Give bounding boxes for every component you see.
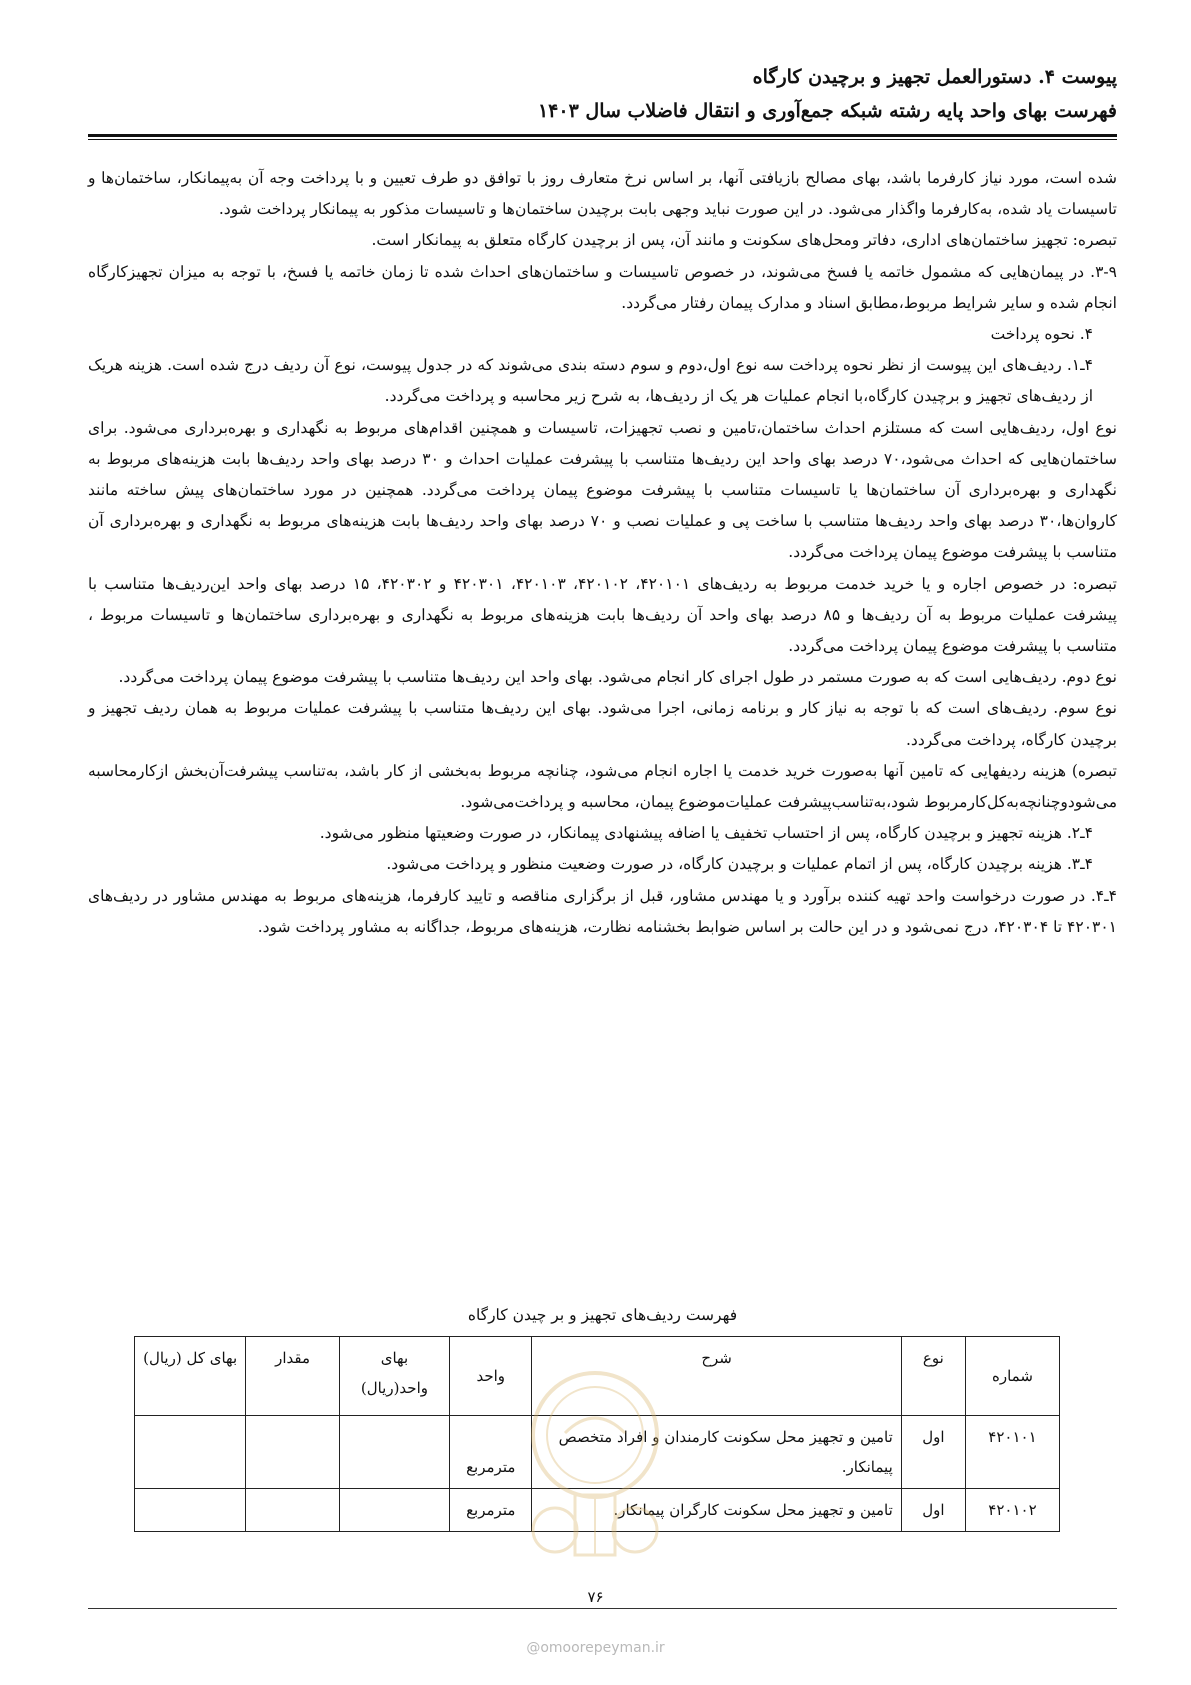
paragraph-note-rent: تبصره: در خصوص اجاره و یا خرید خدمت مربوط به ردیف‌های ۴۲۰۱۰۱، ۴۲۰۱۰۲، ۴۲۰۱۰۳، ۴۲۰۳۰۱ و ۴۲۰۳۰۲، ۱۵ درصد بهای واحد این‌ردیف‌ها متناسب با پیشرفت عملیات مربوط به آن ردیف‌ها و ۸۵ درصد بهای واحد آن ردیف‌ها بابت هزینه‌های مربوط به نگهداری و بهره‌برداری ساختمان‌ها و تاسیسات مربوط ، متناسب با پیشرفت موضوع پیمان پرداخت می‌گردد. (88, 574, 1117, 656)
paragraph-type-two: نوع دوم. ردیف‌هایی است که به صورت مستمر در طول اجرای کار انجام می‌شود. بهای واحد این ردیف‌ها متناسب با پیشرفت موضوع پیمان پرداخت می‌گردد. (118, 668, 1117, 687)
cell-type: اول (901, 1416, 965, 1489)
page-header (88, 60, 1117, 128)
header-number: شماره (965, 1337, 1059, 1416)
cell-unit-price (339, 1489, 449, 1532)
paragraph-4-2: ۴ـ۲. هزینه تجهیز و برچیدن کارگاه، پس از احتساب تخفیف یا اضافه پیشنهادی پیمانکار، در صورت وضعیتها منظور می‌شود. (319, 824, 1093, 843)
header-unit-price: بهای واحد(ریال) (339, 1337, 449, 1416)
paragraph-3-9: ۳-۹. در پیمان‌هایی که مشمول خاتمه یا فسخ می‌شوند، در خصوص تاسیسات و ساختمان‌های احداث شده تا زمان خاتمه یا فسخ، با توجه به میزان تجهیزکارگاه انجام شده و سایر شرایط مربوط،مطابق اسناد و مدارک پیمان رفتار می‌گردد. (88, 262, 1117, 312)
website-watermark: @omoorepeyman.ir (526, 1640, 665, 1656)
cell-unit: مترمربع (450, 1489, 532, 1532)
cell-unit-price (339, 1416, 449, 1489)
paragraph-note-service: تبصره) هزینه ردیفهایی که تامین آنها به‌صورت خرید خدمت یا اجاره انجام می‌شود، چنانچه مربوط به‌بخشی از کار باشد، به‌تناسب پیشرفت‌آن‌بخش ازکارمحاسبه می‌شودوچنانچه‌به‌کل‌کارمربوط شود،به‌تناسب‌پیشرفت عملیات‌موضوع پیمان، محاسبه و پرداخت‌می‌شود. (88, 761, 1117, 812)
header-subtitle: فهرست بهای واحد پایه رشته شبکه جمع‌آوری و انتقال فاضلاب سال ۱۴۰۳ (537, 100, 1117, 122)
cell-type: اول (901, 1489, 965, 1532)
cell-number: ۴۲۰۱۰۱ (965, 1416, 1059, 1489)
section-heading-payment: ۴. نحوه پرداخت (990, 325, 1093, 344)
cell-quantity (246, 1416, 340, 1489)
paragraph: شده است، مورد نیاز کارفرما باشد، بهای مصالح بازیافتی آنها، بر اساس نرخ متعارف روز با توافق دو طرف تعیین و با پرداخت وجه آن به‌پیمانکار، ساختمان‌ها و تاسیسات یاد شده، به‌کارفرما واگذار می‌شود. در این صورت نباید وجهی بابت برچیدن ساختمان‌ها و تاسیسات مذکور به پیمانکار پرداخت شود. (88, 169, 1117, 219)
paragraph-4-3: ۴ـ۳. هزینه برچیدن کارگاه، پس از اتمام عملیات و برچیدن کارگاه، در صورت وضعیت منظور و پرداخت می‌شود. (386, 855, 1093, 874)
page-number (0, 1588, 1191, 1606)
cell-total-price (135, 1416, 246, 1489)
cell-unit: مترمربع (450, 1416, 532, 1489)
cell-description: تامین و تجهیز محل سکونت کارمندان و افراد متخصص پیمانکار. (532, 1416, 901, 1489)
page-number-text: ۷۶ (577, 1588, 613, 1606)
header-description: شرح (532, 1337, 901, 1416)
header-rule-thick (88, 134, 1117, 137)
cell-description: تامین و تجهیز محل سکونت کارگران پیمانکار. (532, 1489, 901, 1532)
header-title: پیوست ۴. دستورالعمل تجهیز و برچیدن کارگاه (752, 66, 1117, 88)
paragraph-4-4: ۴ـ۴. در صورت درخواست واحد تهیه کننده برآورد و یا مهندس مشاور، قبل از برگزاری مناقصه و تایید کارفرما، هزینه‌های مربوط به مهندس مشاور در ردیف‌های ۴۲۰۳۰۱ تا ۴۲۰۳۰۴، درج نمی‌شود و در این حالت بر اساس ضوابط بخشنامه نظارت، هزینه‌های مربوط، جداگانه به مشاور پرداخت شود. (88, 886, 1117, 936)
cell-total-price (135, 1489, 246, 1532)
header-total-price: بهای کل (ریال) (135, 1337, 246, 1416)
paragraph-note: تبصره: تجهیز ساختمان‌های اداری، دفاتر ومحل‌های سکونت و مانند آن، پس از برچیدن کارگاه متعلق به پیمانکار است. (371, 231, 1117, 250)
header-type: نوع (901, 1337, 965, 1416)
body-text (88, 163, 1117, 943)
footer-rule (88, 1608, 1117, 1609)
paragraph-4-1: ۴ـ۱. ردیف‌های این پیوست از نظر نحوه پرداخت سه نوع اول،دوم و سوم دسته بندی می‌شوند که در جدول پیوست، نوع آن ردیف درج شده است. هزینه هریک از ردیف‌های تجهیز و برچیدن کارگاه،با انجام عملیات هر یک از ردیف‌ها، به شرح زیر محاسبه و پرداخت می‌گردد. (88, 356, 1093, 406)
header-unit: واحد (450, 1337, 532, 1416)
cell-quantity (246, 1489, 340, 1532)
header-rule-thin (88, 139, 1117, 140)
paragraph-type-one: نوع اول، ردیف‌هایی است که مستلزم احداث ساختمان،تامین و نصب تجهیزات، تاسیسات و همچنین اقدام‌های مربوط به نگهداری و بهره‌برداری می‌شود. برای ساختمان‌هایی که احداث می‌شود،۷۰ درصد بهای واحد این ردیف‌ها متناسب با پیشرفت عملیات احداث و ۳۰ درصد بهای واحد ردیف‌ها بابت هزینه‌های مربوط به نگهداری و بهره‌برداری آن ساختمان‌ها یا تاسیسات متناسب با پیشرفت موضوع پیمان پرداخت می‌گردد. همچنین در مورد ساختمان‌های پیش ساخته مانند کاروان‌ها،۳۰ درصد بهای واحد ردیف‌ها متناسب با ساخت پی و عملیات نصب و ۷۰ درصد بهای واحد ردیف‌ها بابت هزینه‌های مربوط به نگهداری و بهره‌برداری آن متناسب با پیشرفت موضوع پیمان پرداخت می‌گردد. (88, 418, 1117, 562)
watermark-seal-icon (505, 1355, 685, 1585)
paragraph-type-three: نوع سوم. ردیف‌های است که با توجه به نیاز کار و برنامه زمانی، اجرا می‌شود. بهای این ردیف‌ها متناسب با پیشرفت عملیات مربوط به همان ردیف تجهیز و برچیدن کارگاه، پرداخت می‌گردد. (88, 699, 1117, 749)
cell-number: ۴۲۰۱۰۲ (965, 1489, 1059, 1532)
table-title: فهرست ردیف‌های تجهیز و بر چیدن کارگاه (467, 1306, 738, 1324)
header-quantity: مقدار (246, 1337, 340, 1416)
